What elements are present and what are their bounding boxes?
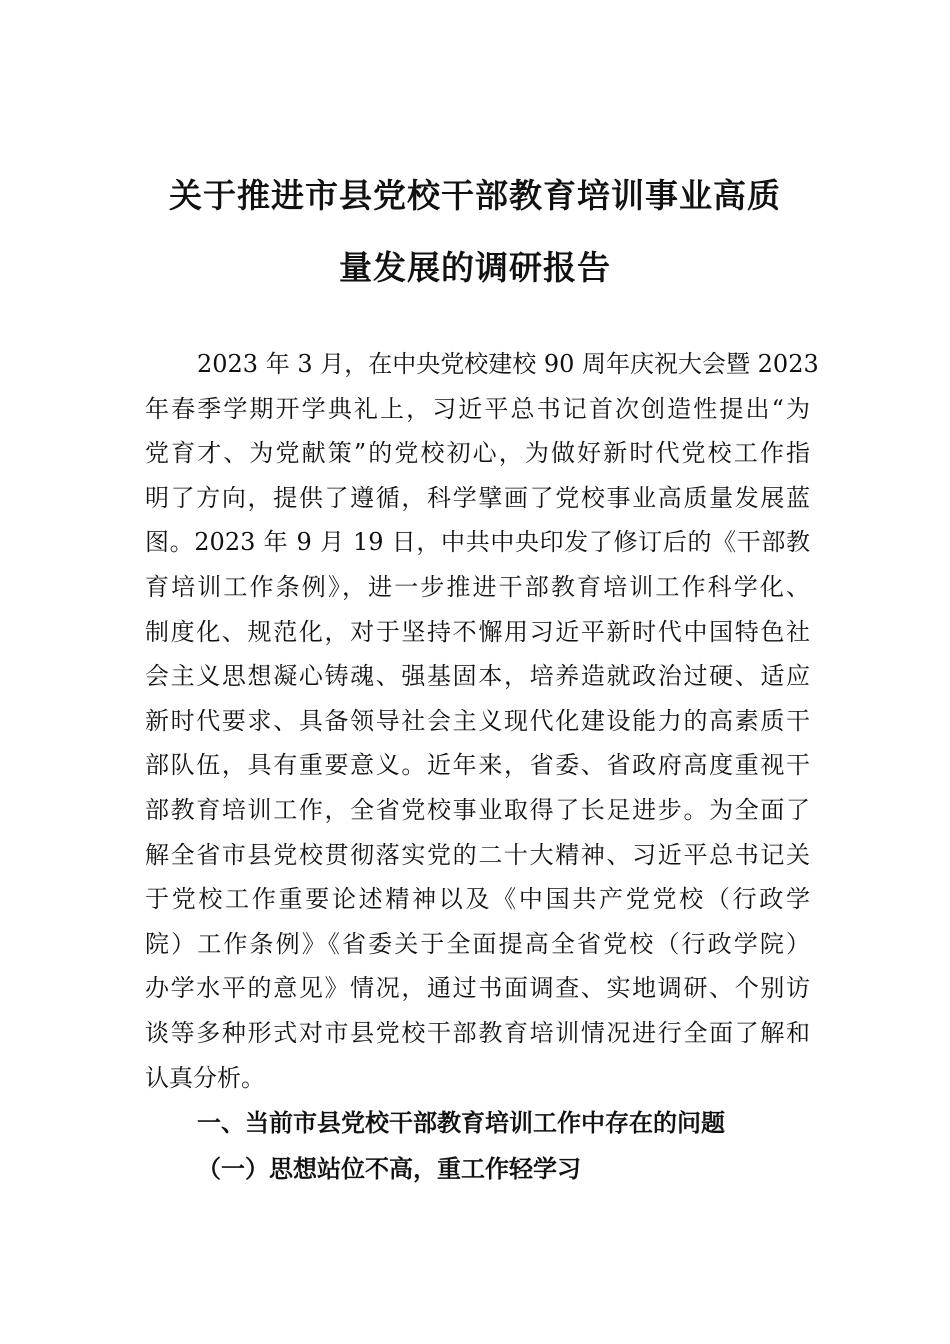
paragraph-line: 谈等多种形式对市县党校干部教育培训情况进行全面了解和 <box>145 1018 810 1047</box>
paragraph-line: 会主义思想凝心铸魂、强基固本，培养造就政治过硬、适应 <box>145 662 810 691</box>
paragraph-line: 育培训工作条例》，进一步推进干部教育培训工作科学化、 <box>145 572 810 601</box>
subsection-heading: （一）思想站位不高，重工作轻学习 <box>197 1155 581 1183</box>
paragraph-line: 部队伍，具有重要意义。近年来，省委、省政府高度重视干 <box>145 751 810 780</box>
document-title-line-2: 量发展的调研报告 <box>339 248 611 287</box>
paragraph-line: 明了方向，提供了遵循，科学擘画了党校事业高质量发展蓝 <box>145 483 810 512</box>
intro-paragraph <box>145 342 819 1100</box>
paragraph-line: 制度化、规范化，对于坚持不懈用习近平新时代中国特色社 <box>145 617 810 646</box>
paragraph-line: 新时代要求、具备领导社会主义现代化建设能力的高素质干 <box>145 706 810 735</box>
paragraph-line: 认真分析。 <box>145 1063 265 1092</box>
paragraph-line: 解全省市县党校贯彻落实党的二十大精神、习近平总书记关 <box>145 840 810 869</box>
section-heading: 一、当前市县党校干部教育培训工作中存在的问题 <box>197 1109 725 1137</box>
paragraph-line: 部教育培训工作，全省党校事业取得了长足进步。为全面了 <box>145 795 810 824</box>
paragraph-line: 院）工作条例》《省委关于全面提高全省党校（行政学院） <box>145 929 810 958</box>
document-title-line-1: 关于推进市县党校干部教育培训事业高质 <box>169 176 781 215</box>
paragraph-line: 图。2023 年 9 月 19 日，中共中央印发了修订后的《干部教 <box>145 528 810 557</box>
paragraph-line: 办学水平的意见》情况，通过书面调查、实地调研、个别访 <box>145 974 810 1003</box>
paragraph-line: 于党校工作重要论述精神以及《中国共产党党校（行政学 <box>145 885 810 914</box>
paragraph-line: 年春季学期开学典礼上，习近平总书记首次创造性提出“为 <box>145 394 810 423</box>
paragraph-line: 2023 年 3 月，在中央党校建校 90 周年庆祝大会暨 2023 <box>197 350 819 378</box>
paragraph-line: 党育才、为党献策”的党校初心，为做好新时代党校工作指 <box>145 439 810 468</box>
